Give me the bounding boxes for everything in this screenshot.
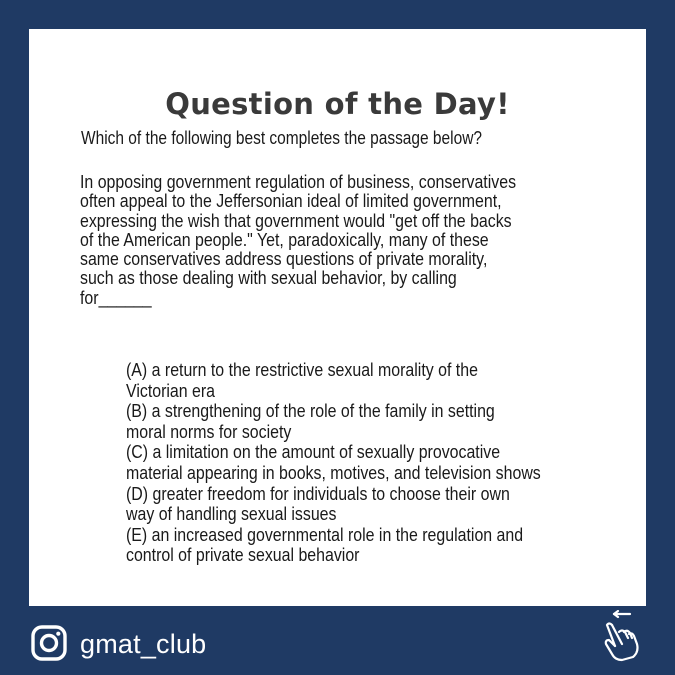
option-line: moral norms for society: [126, 420, 292, 442]
passage-line: In opposing government regulation of business, conservatives: [80, 171, 517, 192]
swipe-hand-icon: [600, 610, 646, 662]
option-c: [126, 442, 541, 483]
option-d: [126, 484, 541, 525]
option-line: (E) an increased governmental role in the regulation and: [126, 523, 524, 545]
passage-line: for______: [80, 286, 152, 308]
option-line: (B) a strengthening of the role of the family in setting: [126, 400, 495, 422]
option-line: (A) a return to the restrictive sexual morality of the: [126, 359, 478, 380]
passage-line: of the American people." Yet, paradoxically, many of these: [80, 228, 489, 250]
option-line: control of private sexual behavior: [126, 544, 360, 566]
passage-line: such as those dealing with sexual behavior, by calling: [80, 267, 457, 289]
option-line: Victorian era: [126, 379, 216, 401]
passage-line: often appeal to the Jeffersonian ideal of limited government,: [80, 190, 502, 212]
option-line: (C) a limitation on the amount of sexually provocative: [126, 441, 501, 463]
passage: [80, 172, 613, 307]
answer-options: [126, 360, 541, 566]
question-card: [29, 29, 646, 606]
passage-line: same conservatives address questions of private morality,: [80, 248, 488, 270]
option-b: [126, 401, 541, 442]
option-line: material appearing in books, motives, and television shows: [126, 461, 541, 483]
option-line: way of handling sexual issues: [126, 503, 337, 525]
passage-line: expressing the wish that government would "get off the backs: [80, 209, 512, 231]
page-title: Question of the Day!: [165, 87, 510, 121]
instagram-icon[interactable]: [30, 624, 68, 662]
question-prompt: Which of the following best completes the passage below?: [81, 128, 483, 148]
option-a: [126, 360, 541, 401]
option-e: [126, 525, 541, 566]
option-line: (D) greater freedom for individuals to choose their own: [126, 482, 510, 504]
instagram-handle[interactable]: gmat_club: [80, 629, 207, 659]
